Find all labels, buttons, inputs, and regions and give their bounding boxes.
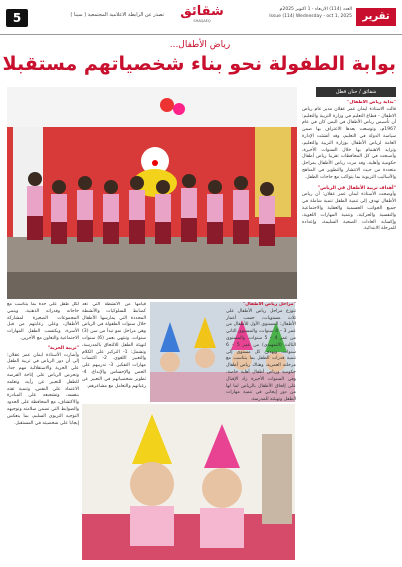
subheading-freedom: "تربية الحرية" xyxy=(47,345,79,351)
logo-subtitle: SHAQAEQ xyxy=(193,19,211,23)
column-center xyxy=(82,302,146,402)
masthead xyxy=(0,0,402,35)
article-kicker: رياض الأطفال... xyxy=(169,40,231,50)
column-stages-text xyxy=(299,560,300,561)
column-left xyxy=(7,302,79,560)
stages-visible-final xyxy=(226,302,296,402)
main-photo xyxy=(7,87,297,299)
article-headline: بوابة الطفولة نحو بناء شخصياتهم مستقبلا xyxy=(2,53,396,75)
section-label: تقرير xyxy=(356,8,396,26)
issue-arabic: العدد (114) الاربعاء - 1 اكتوبر 2025م xyxy=(279,7,352,12)
third-photo xyxy=(82,404,295,560)
paragraph-stages: تتوزع مراحل رياض الأطفال على ثلاث مستويات، حسب أعمار الأطفال: المستوى الأول للأطفال من عمر 3 – 4 سنوات، والمستوى الثاني من عمر 4 – 5 سنوات، والمستوى الثالث (التمهيدي) من عمر 5 – 6 سنوات، ويهدف كل مستوى إلى تنمية قدرات الطفل بما يتناسب مع مرحلته العمرية، وهناك رياض أطفال حكومية ورياض أطفال أهلية خاصة، وفي السنوات الأخيرة زاد الإقبال على إلحاق الأطفال بالرياض لما لها من دور إيجابي في تنمية مهارات الطفل وتهيئته للمدرسة. xyxy=(226,308,296,402)
paragraph-left-bottom: وأشارت الأستاذة ايمان عمر عقلان: إلى أن دور الرياض في تربية الطفل على الحرية والاستقلالية مهم جدا، وتحرص الرياض على إتاحة الفرصة للطفل للتعبير عن رأيه، وتعلمه الاعتماد على النفس، وتنمية ثقته بنفسه، وتشجيعه على المبادرة والاكتشاف، مع المحافظة على الحدود والضوابط التي تضمن سلامته وتوجيهه التوجيه التربوي السليم، بما ينعكس إيجابا على شخصيته في المستقبل. xyxy=(7,352,79,426)
paragraph-goals: وأوضحت الأستاذة ايمان عمر عقلان: أن رياض الأطفال تهدف إلى تنمية الطفل تنمية شاملة في جميع الجوانب الجسمية والعقلية والاجتماعية والنفسية والحركية، وتنمية المهارات اللغوية، وإكسابه العادات الصحية السليمة، وإعداده للمرحلة الابتدائية. xyxy=(302,192,396,232)
subheading-goals: "أهداف تربية الأطفال في الرياض" xyxy=(317,185,396,191)
paragraph-intro: قالت الاستاذة ايمان عمر عقلان مدير عام رياض الاطفال - قطاع التعليم في وزارة التربية والتعليم: أن تأسيس رياض الأطفال في اليمن كان في عام 1967م، وتوسعت بعدها الاعتراف بها ضمن سياسة الدولة في التعليم، وقد أنشئت الإدارة العامة لرياض الأطفال بوزارة التربية والتعليم، وتزايد الاهتمام بها خلال السنوات الأخيرة، وأصبحت في كل المحافظات تقريبا رياض أطفال حكومية وأهلية، وقد مرت رياض الأطفال بمراحل متعددة من حيث الانتشار والتطوير في المناهج والأساليب التربوية بما يتواكب مع حاجات الطفل. xyxy=(302,106,396,180)
publisher-tagline: تصدر عن الرابطة الاعلامية المجتمعية ( سينا ) xyxy=(70,12,164,18)
subheading-stages: "مراحل رياض الأطفال" xyxy=(242,302,296,307)
logo-title: شقائق xyxy=(180,4,224,19)
subheading-intro: "بداية رياض الأطفال" xyxy=(346,100,396,105)
paragraph-center-top: قيامها من الأنشطة التي تعد كضابط للسلوكيات والأنشطة المحددة التي يمارسها الأطفال خلال سنوات الطفولة في الرياض وهي مراحل نمو تبدأ من سن (3) سنوات، وتنتهي بعمر (6) سنوات لتهيئة الطفل للالتحاق بالمدرسة، وتشمل: 1- التركيز على الكلام والتعبير اللغوي. 2- اكتساب مهارات التفكير. 3- تدريبهم على الحس والإحساس والإبداع. 4- تطوير شخصياتهم في التعبير عن رغباتهم والتعامل مع مشاعرهم. xyxy=(82,302,146,389)
paragraph-left-top: لكل طفل على حدة بما يتناسب مع حاجاته وقدراته الذهنية، وينمي المجموعات الصغيرة لمشاركة الأطفال، وعلى رعايتهم من قبل الأسرة، ويكتسب الطفل المهارات الاجتماعية والتعاون مع الأخرين. xyxy=(7,302,79,341)
article-byline: شقائق / حنان قطل xyxy=(316,87,396,97)
newspaper-logo xyxy=(174,4,230,30)
page-number: 5 xyxy=(6,9,28,27)
column-mid-right xyxy=(150,404,151,405)
issue-english: Issue (114) Wednesday - oct 1, 2025 xyxy=(269,14,352,19)
column-right xyxy=(302,100,396,560)
issue-info xyxy=(232,6,352,20)
